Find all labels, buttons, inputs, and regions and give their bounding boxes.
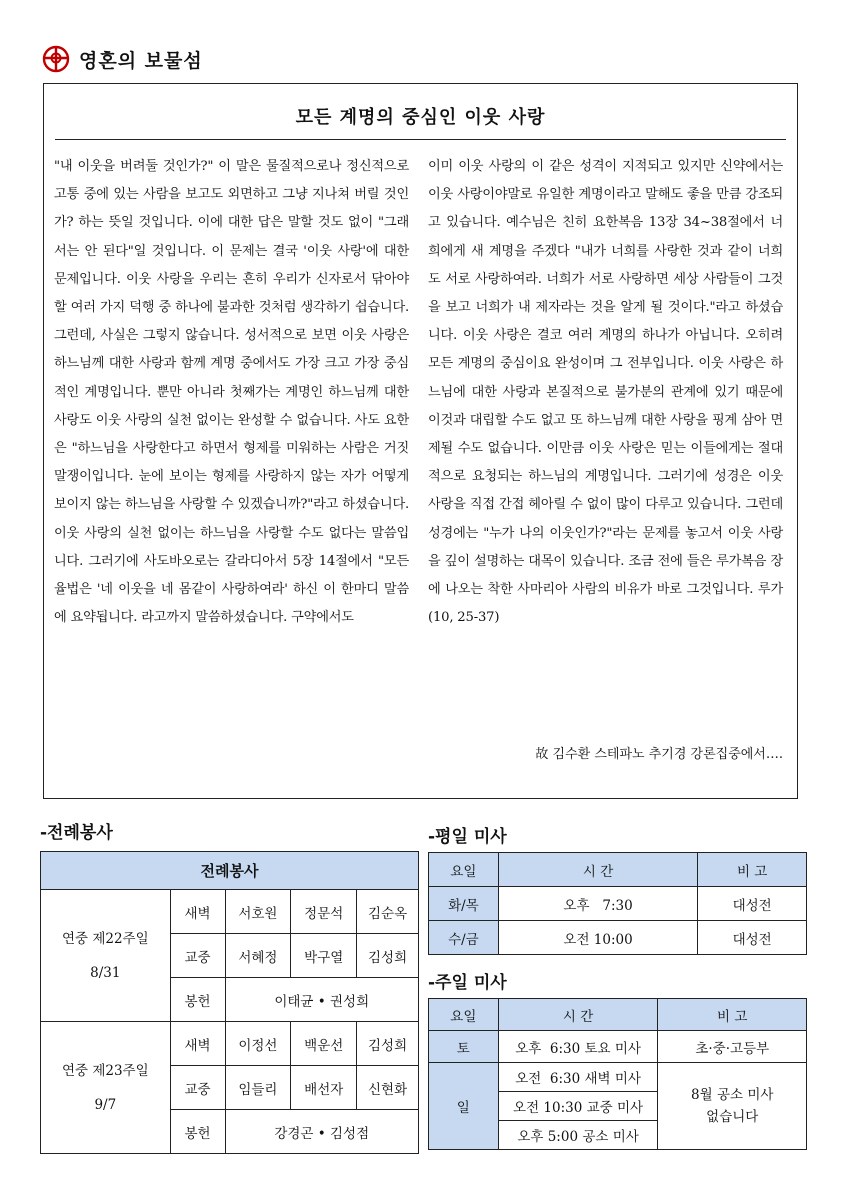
mass-note: 8월 공소 미사 없습니다: [658, 1063, 807, 1150]
liturgy-week-label: 연중 제22주일: [61, 930, 149, 947]
mass-day: 일: [429, 1063, 499, 1150]
title-divider: [55, 139, 786, 140]
liturgy-table-caption: 전례봉사: [41, 852, 419, 890]
table-row: [429, 1063, 807, 1092]
article-left-column: "내 이웃을 버려둘 것인가?" 이 말은 물질적으로나 정신적으로 고통 중에 있는 사람을 보고도 외면하고 그냥 지나쳐 버릴 것인가? 하는 뜻일 것입니다. 이에 대한 답은 말할 것도 없이 "그래서는 안 된다"일 것입니다. 이 문제는 결국 '이웃 사랑'에 대한 문제입니다. 이웃 사랑을 우리는 흔히 우리가 신자로서 닦아야 할 여러 가지 덕행 중 하나에 불과한 것처럼 생각하기 쉽습니다. 그런데, 사실은 그렇지 않습니다. 성서적으로 보면 이웃 사랑은 하느님께 대한 사랑과 함께 계명 중에서도 가장 크고 가장 중심적인 계명입니다. 뿐만 아니라 첫째가는 계명인 하느님께 대한 사랑도 이웃 사랑의 실천 없이는 완성할 수 없습니다. 사도 요한은 "하느님을 사랑한다고 하면서 형제를 미워하는 사람은 거짓말쟁이입니다. 눈에 보이는 형제를 사랑하지 않는 자가 어떻게 보이지 않는 하느님을 사랑할 수 있겠습니까?"라고 하셨습니다. 이웃 사랑의 실천 없이는 하느님을 사랑할 수도 없다는 말씀입니다. 그러기에 사도바오로는 갈라디아서 5장 14절에서 "모든 율법은 '네 이웃을 네 몸같이 사랑하여라' 하신 이 한마디 말씀에 요약됩니다. 라고까지 말씀하셨습니다. 구약에서도: [54, 159, 409, 626]
liturgy-name: 김성희: [357, 934, 419, 978]
column-header: 시 간: [498, 999, 658, 1031]
article-title: 모든 계명의 중심인 이웃 사랑: [295, 107, 546, 128]
liturgy-week-label: 연중 제23주일: [61, 1062, 149, 1079]
liturgy-name: 서호원: [225, 890, 291, 934]
liturgy-name: 박구열: [291, 934, 357, 978]
page-header: [42, 44, 203, 74]
mass-time: 오후 6:30 토요 미사: [498, 1031, 658, 1063]
column-header: 요일: [429, 999, 499, 1031]
column-header: 시 간: [498, 853, 698, 887]
liturgy-offering-names: 강경곤 • 김성점: [225, 1110, 419, 1154]
mass-day: 수/금: [429, 921, 499, 955]
article-source: 故 김수환 스테파노 추기경 강론집중에서….: [535, 747, 783, 762]
mass-time: 오전 10:30 교중 미사: [498, 1092, 658, 1121]
mass-time: 오전 10:00: [498, 921, 698, 955]
mass-time: 오전 6:30 새벽 미사: [498, 1063, 658, 1092]
liturgy-role: 새벽: [170, 1022, 225, 1066]
liturgy-role: 봉헌: [170, 1110, 225, 1154]
liturgy-role: 교중: [170, 1066, 225, 1110]
sunday-mass-table: [428, 998, 807, 1150]
mass-time: 오후 5:00 공소 미사: [498, 1121, 658, 1150]
page-title: 영혼의 보물섬: [79, 49, 203, 72]
liturgy-name: 이정선: [225, 1022, 291, 1066]
liturgy-role: 봉헌: [170, 978, 225, 1022]
column-header: 요일: [429, 853, 499, 887]
liturgy-name: 임들리: [225, 1066, 291, 1110]
liturgy-role: 교중: [170, 934, 225, 978]
liturgy-week-date: 8/31: [90, 964, 121, 981]
cross-circle-icon: [42, 45, 70, 73]
table-row: [429, 921, 807, 955]
liturgy-name: 김성희: [357, 1022, 419, 1066]
liturgy-name: 김순옥: [357, 890, 419, 934]
mass-time: 오후 7:30: [498, 887, 698, 921]
table-row: [429, 1031, 807, 1063]
liturgy-week-date: 9/7: [94, 1096, 117, 1113]
liturgy-section-label: -전례봉사: [40, 823, 113, 843]
liturgy-role: 새벽: [170, 890, 225, 934]
liturgy-name: 신현화: [357, 1066, 419, 1110]
weekday-mass-section-label: -평일 미사: [428, 827, 507, 847]
column-header: 비 고: [658, 999, 807, 1031]
liturgy-name: 서혜정: [225, 934, 291, 978]
mass-note: 초·중·고등부: [658, 1031, 807, 1063]
liturgy-name: 배선자: [291, 1066, 357, 1110]
liturgy-week-cell: [41, 1022, 171, 1154]
article-box: [43, 83, 798, 799]
mass-note: 대성전: [698, 921, 807, 955]
weekday-mass-table: [428, 852, 807, 955]
table-row: [429, 887, 807, 921]
mass-day: 토: [429, 1031, 499, 1063]
liturgy-week-cell: [41, 890, 171, 1022]
sunday-mass-section-label: -주일 미사: [428, 973, 507, 993]
liturgy-offering-names: 이태균 • 권성희: [225, 978, 419, 1022]
article-right-column: 이미 이웃 사랑의 이 같은 성격이 지적되고 있지만 신약에서는 이웃 사랑이야말로 유일한 계명이라고 말해도 좋을 만큼 강조되고 있습니다. 예수님은 친히 요한복음 13장 34~38절에서 너희에게 새 계명을 주겠다 "내가 너희를 사랑한 것과 같이 너희도 서로 사랑하여라. 너희가 서로 사랑하면 세상 사람들이 그것을 보고 너희가 내 제자라는 것을 알게 될 것이다."라고 하셨습니다. 이웃 사랑은 결코 여러 계명의 하나가 아닙니다. 오히려 모든 계명의 중심이요 완성이며 그 전부입니다. 이웃 사랑은 하느님에 대한 사랑과 본질적으로 불가분의 관계에 있기 때문에 이것과 대립할 수도 없고 또 하느님께 대한 사랑을 핑계 삼아 면제될 수도 없습니다. 이만큼 이웃 사랑은 믿는 이들에게는 절대적으로 요청되는 하느님의 계명입니다. 그러기에 성경은 이웃 사랑을 직접 간접 헤아릴 수 없이 많이 다루고 있습니다. 그런데 성경에는 "누가 나의 이웃인가?"라는 문제를 놓고서 이웃 사랑을 깊이 설명하는 대목이 있습니다. 조금 전에 들은 루가복음 장에 나오는 착한 사마리아 사람의 비유가 바로 그것입니다. 루가(10, 25-37): [428, 159, 783, 626]
mass-day: 화/목: [429, 887, 499, 921]
liturgy-name: 백운선: [291, 1022, 357, 1066]
mass-note: 대성전: [698, 887, 807, 921]
liturgy-table: [40, 851, 419, 1154]
column-header: 비 고: [698, 853, 807, 887]
liturgy-name: 정문석: [291, 890, 357, 934]
